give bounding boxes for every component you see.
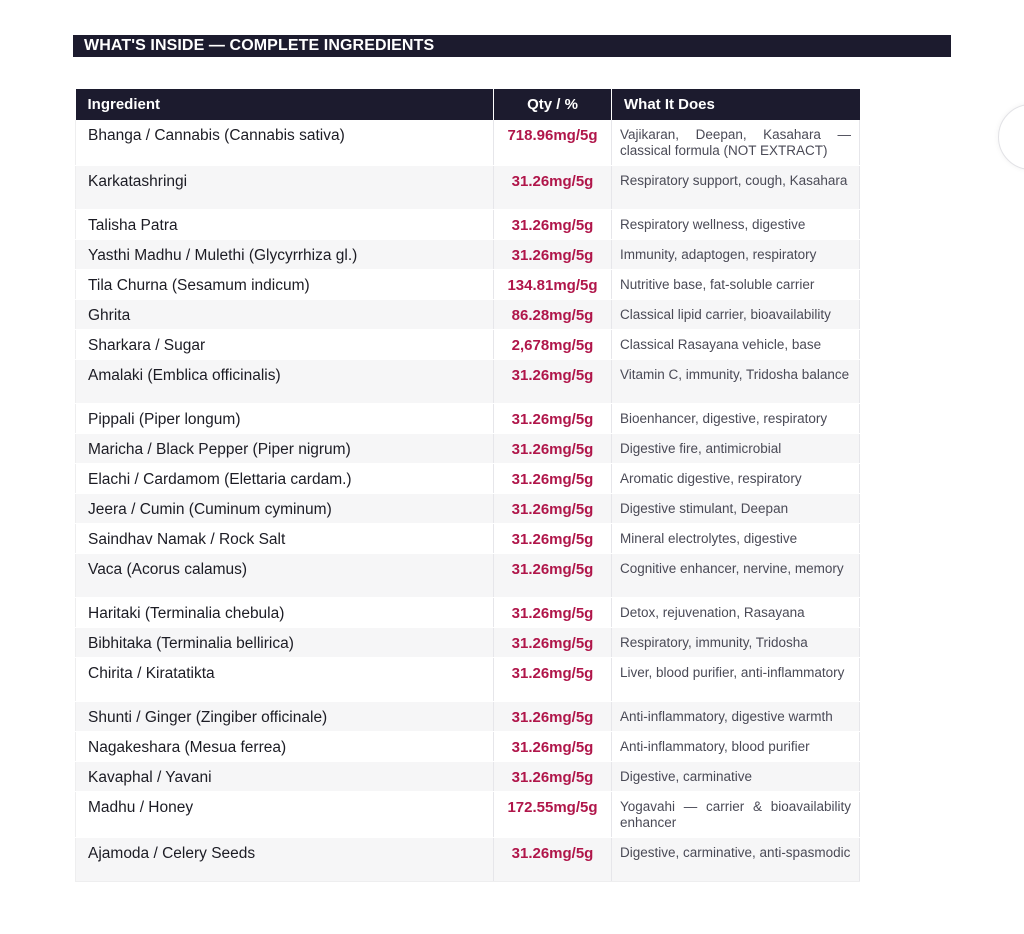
ingredient-qty-cell: 86.28mg/5g — [494, 300, 612, 330]
ingredient-name-cell: Saindhav Namak / Rock Salt — [76, 524, 494, 554]
table-row — [76, 240, 860, 270]
ingredient-use-cell: Anti-inflammatory, digestive warmth — [612, 702, 860, 732]
table-row — [76, 658, 860, 702]
header-qty: Qty / % — [494, 89, 612, 120]
ingredient-qty-cell: 31.26mg/5g — [494, 166, 612, 210]
table-row — [76, 598, 860, 628]
ingredient-use-cell: Digestive stimulant, Deepan — [612, 494, 860, 524]
ingredient-qty-cell: 172.55mg/5g — [494, 792, 612, 838]
table-row — [76, 330, 860, 360]
header-ingredient: Ingredient — [76, 89, 494, 120]
ingredient-name-cell: Karkatashringi — [76, 166, 494, 210]
table-row — [76, 210, 860, 240]
ingredient-use-cell: Yogavahi — carrier & bioavailability enhancer — [612, 792, 860, 838]
ingredient-use-cell: Vitamin C, immunity, Tridosha balance — [612, 360, 860, 404]
ingredient-name-cell: Yasthi Madhu / Mulethi (Glycyrrhiza gl.) — [76, 240, 494, 270]
ingredient-qty-cell: 31.26mg/5g — [494, 762, 612, 792]
ingredient-name-cell: Shunti / Ginger (Zingiber officinale) — [76, 702, 494, 732]
ingredient-use-cell: Immunity, adaptogen, respiratory — [612, 240, 860, 270]
ingredient-name-cell: Pippali (Piper longum) — [76, 404, 494, 434]
ingredient-name-cell: Ajamoda / Celery Seeds — [76, 838, 494, 882]
ingredient-qty-cell: 31.26mg/5g — [494, 598, 612, 628]
header-what-it-does: What It Does — [612, 89, 860, 120]
ingredient-use-cell: Vajikaran, Deepan, Kasahara — classical formula (NOT EXTRACT) — [612, 120, 860, 166]
ingredient-qty-cell: 134.81mg/5g — [494, 270, 612, 300]
ingredient-name-cell: Maricha / Black Pepper (Piper nigrum) — [76, 434, 494, 464]
table-body — [76, 120, 860, 882]
ingredient-qty-cell: 31.26mg/5g — [494, 554, 612, 598]
ingredient-name-cell: Madhu / Honey — [76, 792, 494, 838]
ingredient-use-cell: Classical lipid carrier, bioavailability — [612, 300, 860, 330]
table-row — [76, 270, 860, 300]
ingredient-qty-cell: 31.26mg/5g — [494, 658, 612, 702]
ingredient-qty-cell: 31.26mg/5g — [494, 494, 612, 524]
ingredient-name-cell: Elachi / Cardamom (Elettaria cardam.) — [76, 464, 494, 494]
ingredient-name-cell: Talisha Patra — [76, 210, 494, 240]
ingredient-use-cell: Digestive, carminative — [612, 762, 860, 792]
ingredient-use-cell: Detox, rejuvenation, Rasayana — [612, 598, 860, 628]
ingredient-name-cell: Vaca (Acorus calamus) — [76, 554, 494, 598]
ingredient-qty-cell: 31.26mg/5g — [494, 838, 612, 882]
ingredient-use-cell: Nutritive base, fat-soluble carrier — [612, 270, 860, 300]
ingredient-qty-cell: 31.26mg/5g — [494, 434, 612, 464]
table-header-row — [76, 89, 860, 120]
table-row — [76, 524, 860, 554]
ingredient-name-cell: Sharkara / Sugar — [76, 330, 494, 360]
ingredient-name-cell: Jeera / Cumin (Cuminum cyminum) — [76, 494, 494, 524]
ingredient-qty-cell: 31.26mg/5g — [494, 210, 612, 240]
ingredient-use-cell: Mineral electrolytes, digestive — [612, 524, 860, 554]
table-row — [76, 762, 860, 792]
ingredient-qty-cell: 31.26mg/5g — [494, 702, 612, 732]
ingredient-qty-cell: 2,678mg/5g — [494, 330, 612, 360]
ingredient-use-cell: Respiratory, immunity, Tridosha — [612, 628, 860, 658]
table-row — [76, 494, 860, 524]
ingredient-qty-cell: 31.26mg/5g — [494, 628, 612, 658]
ingredient-use-cell: Liver, blood purifier, anti-inflammatory — [612, 658, 860, 702]
table-row — [76, 360, 860, 404]
table-row — [76, 434, 860, 464]
ingredient-use-cell: Bioenhancer, digestive, respiratory — [612, 404, 860, 434]
table-row — [76, 464, 860, 494]
ingredient-name-cell: Nagakeshara (Mesua ferrea) — [76, 732, 494, 762]
ingredient-use-cell: Respiratory support, cough, Kasahara — [612, 166, 860, 210]
ingredient-qty-cell: 718.96mg/5g — [494, 120, 612, 166]
ingredient-use-cell: Aromatic digestive, respiratory — [612, 464, 860, 494]
table-row — [76, 792, 860, 838]
ingredient-use-cell: Respiratory wellness, digestive — [612, 210, 860, 240]
table-row — [76, 300, 860, 330]
table-row — [76, 838, 860, 882]
table-row — [76, 120, 860, 166]
section-title: WHAT'S INSIDE — COMPLETE INGREDIENTS — [73, 35, 951, 57]
ingredient-qty-cell: 31.26mg/5g — [494, 732, 612, 762]
ingredient-qty-cell: 31.26mg/5g — [494, 360, 612, 404]
ingredient-name-cell: Ghrita — [76, 300, 494, 330]
ingredient-use-cell: Anti-inflammatory, blood purifier — [612, 732, 860, 762]
table-row — [76, 702, 860, 732]
table-row — [76, 404, 860, 434]
ingredient-name-cell: Chirita / Kiratatikta — [76, 658, 494, 702]
ingredient-qty-cell: 31.26mg/5g — [494, 404, 612, 434]
table-row — [76, 628, 860, 658]
table-row — [76, 166, 860, 210]
ingredient-name-cell: Bibhitaka (Terminalia bellirica) — [76, 628, 494, 658]
ingredient-use-cell: Digestive, carminative, anti-spasmodic — [612, 838, 860, 882]
ingredient-use-cell: Cognitive enhancer, nervine, memory — [612, 554, 860, 598]
ingredients-table — [75, 89, 860, 882]
ingredient-qty-cell: 31.26mg/5g — [494, 464, 612, 494]
ingredient-name-cell: Amalaki (Emblica officinalis) — [76, 360, 494, 404]
floating-button-edge[interactable] — [998, 104, 1024, 170]
table-row — [76, 554, 860, 598]
ingredient-use-cell: Classical Rasayana vehicle, base — [612, 330, 860, 360]
ingredient-qty-cell: 31.26mg/5g — [494, 240, 612, 270]
ingredient-use-cell: Digestive fire, antimicrobial — [612, 434, 860, 464]
ingredient-name-cell: Tila Churna (Sesamum indicum) — [76, 270, 494, 300]
ingredient-qty-cell: 31.26mg/5g — [494, 524, 612, 554]
ingredient-name-cell: Kavaphal / Yavani — [76, 762, 494, 792]
ingredient-name-cell: Haritaki (Terminalia chebula) — [76, 598, 494, 628]
ingredient-name-cell: Bhanga / Cannabis (Cannabis sativa) — [76, 120, 494, 166]
table-row — [76, 732, 860, 762]
